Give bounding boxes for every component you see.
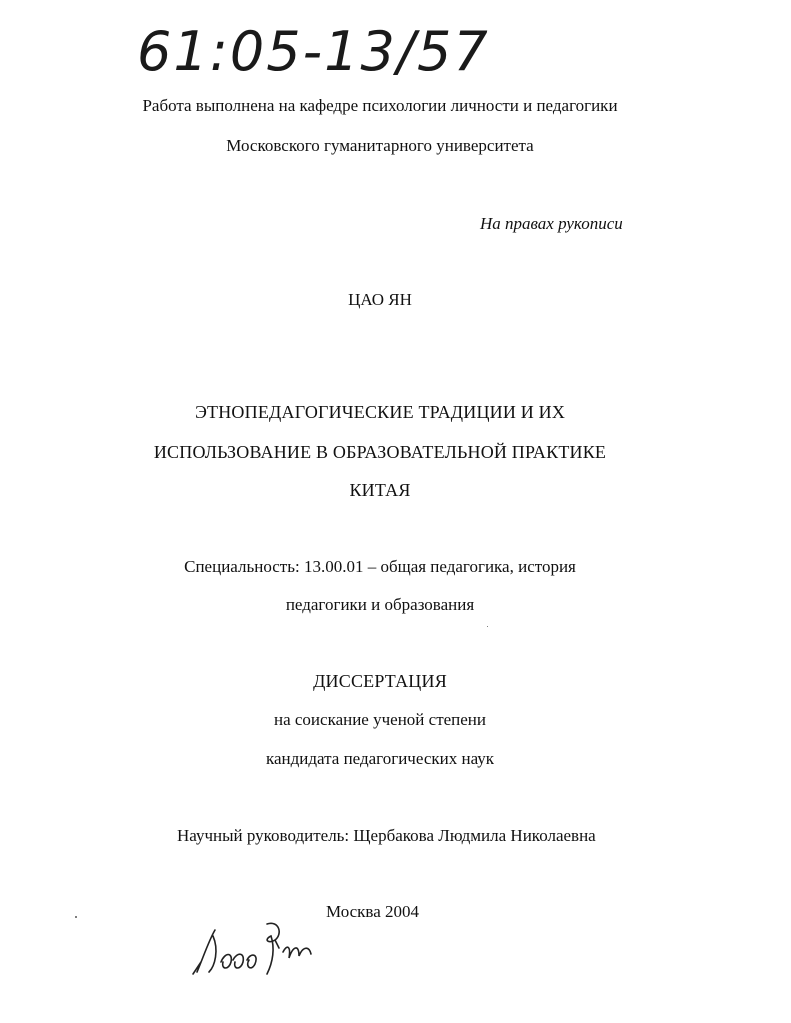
specialty-line-1: Специальность: 13.00.01 – общая педагогика, история <box>184 557 576 576</box>
author-name: ЦАО ЯН <box>348 290 412 309</box>
title-line-3: КИТАЯ <box>349 480 411 500</box>
handwritten-archive-number <box>135 14 495 86</box>
title-line-2: ИСПОЛЬЗОВАНИЕ В ОБРАЗОВАТЕЛЬНОЙ ПРАКТИКЕ <box>153 442 607 462</box>
specialty-line-2: педагогики и образования <box>285 595 475 614</box>
signature-graphic <box>175 900 345 990</box>
rights-note: На правах рукописи <box>480 214 623 233</box>
handwritten-number-graphic <box>135 14 495 86</box>
place-year: Москва 2004 <box>326 902 420 921</box>
scan-speck <box>75 916 77 918</box>
archive-number-text: 61:05-13/57 <box>137 20 490 83</box>
signature <box>175 900 345 990</box>
work-type-heading: ДИССЕРТАЦИЯ <box>313 671 447 691</box>
institution-line-1: Работа выполнена на кафедре психологии личности и педагогики <box>142 96 618 115</box>
scan-speck <box>487 626 488 627</box>
work-type-line-2: кандидата педагогических наук <box>265 749 495 768</box>
institution-line-2: Московского гуманитарного университета <box>226 136 534 155</box>
work-type-line-1: на соискание ученой степени <box>273 710 487 729</box>
title-line-1: ЭТНОПЕДАГОГИЧЕСКИЕ ТРАДИЦИИ И ИХ <box>194 402 566 422</box>
supervisor: Научный руководитель: Щербакова Людмила Николаевна <box>177 826 596 845</box>
